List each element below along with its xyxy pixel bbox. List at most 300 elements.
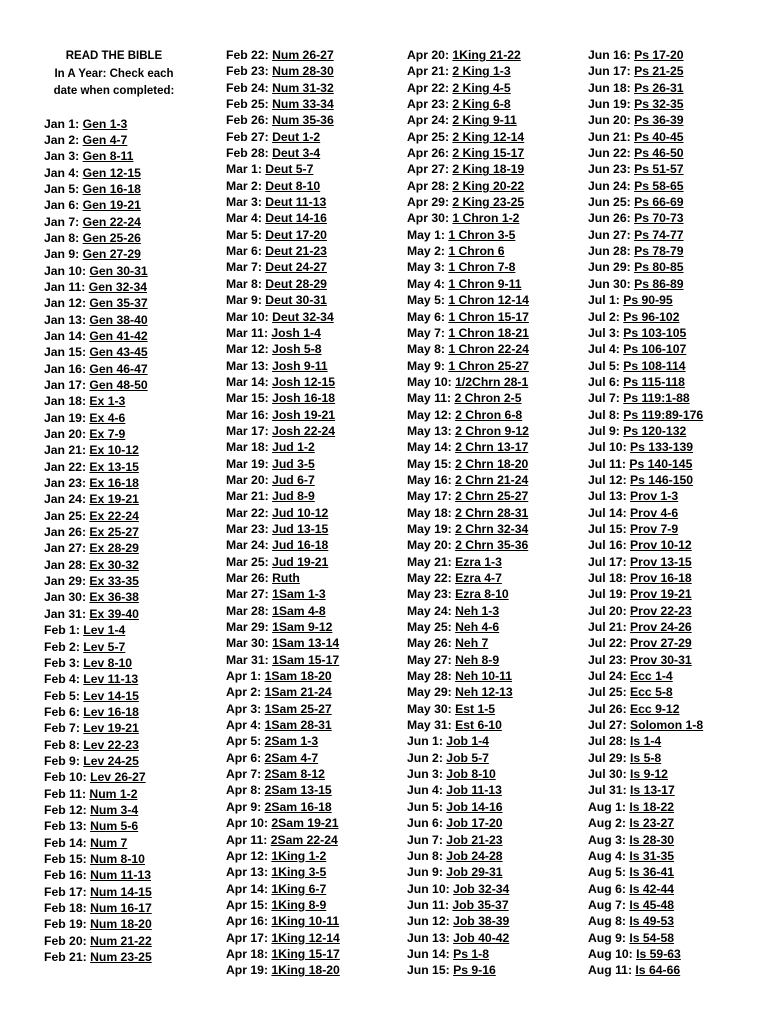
reading-entry: Jul 12: Ps 146-150 xyxy=(588,472,694,487)
entry-date: Mar 1 xyxy=(226,162,258,177)
entry-date: Jul 21 xyxy=(588,620,623,635)
entry-reading: Prov 4-6 xyxy=(630,505,679,520)
entry-reading: Ex 39-40 xyxy=(89,606,139,621)
entry-reading: Deut 21-23 xyxy=(265,244,327,259)
entry-reading: Jud 6-7 xyxy=(272,472,315,487)
entry-reading: Josh 5-8 xyxy=(272,342,322,357)
reading-entry: Mar 12: Josh 5-8 xyxy=(226,342,322,357)
entry-date: Mar 17 xyxy=(226,423,265,438)
reading-entry: Feb 12: Num 3-4 xyxy=(44,802,139,817)
reading-entry: Mar 26: Ruth xyxy=(226,571,300,585)
entry-date: Mar 4 xyxy=(226,211,258,226)
reading-entry: Feb 7: Lev 19-21 xyxy=(44,721,139,736)
reading-entry: Apr 13: 1King 3-5 xyxy=(226,865,327,880)
reading-entry: Jun 25: Ps 66-69 xyxy=(588,195,684,210)
entry-date: Feb 16 xyxy=(44,868,83,883)
entry-date: Aug 10 xyxy=(588,946,629,961)
reading-entry: Feb 25: Num 33-34 xyxy=(226,97,334,112)
entry-reading: Ps 96-102 xyxy=(623,309,680,324)
entry-date: Feb 11 xyxy=(44,786,82,801)
entry-date: Jun 18 xyxy=(588,80,627,95)
entry-reading: 1 Chron 25-27 xyxy=(448,358,529,373)
entry-reading: 1 Chron 15-17 xyxy=(448,309,529,324)
entry-date: Feb 7 xyxy=(44,721,76,736)
entry-date: Aug 5 xyxy=(588,865,622,880)
reading-entry: May 29: Neh 12-13 xyxy=(407,685,513,700)
entry-date: Mar 8 xyxy=(226,276,258,291)
reading-entry: May 11: 2 Chron 2-5 xyxy=(407,391,522,406)
entry-date: Jul 9 xyxy=(588,423,616,438)
reading-entry: Jan 1: Gen 1-3 xyxy=(44,116,128,131)
reading-entry: Jul 18: Prov 16-18 xyxy=(588,571,692,585)
reading-entry: Jan 12: Gen 35-37 xyxy=(44,296,148,311)
entry-date: Jan 17 xyxy=(44,378,82,392)
reading-entry: Jun 27: Ps 74-77 xyxy=(588,227,684,242)
entry-date: Jun 1 xyxy=(407,734,439,749)
entry-reading: 1 Chron 18-21 xyxy=(448,325,529,340)
entry-date: Feb 20 xyxy=(44,933,83,948)
entry-date: Feb 14 xyxy=(44,835,83,850)
entry-date: Jan 24 xyxy=(44,492,82,507)
column-2 xyxy=(226,47,398,979)
reading-entry: Jan 14: Gen 41-42 xyxy=(44,328,148,343)
entry-date: Jul 3 xyxy=(588,325,616,340)
entry-date: Feb 15 xyxy=(44,851,83,866)
reading-entry: Jan 31: Ex 39-40 xyxy=(44,606,139,621)
header-title: READ THE BIBLE xyxy=(65,50,163,62)
entry-reading: Neh 12-13 xyxy=(455,685,513,700)
entry-reading: Prov 22-23 xyxy=(630,603,692,618)
entry-reading: Gen 4-7 xyxy=(82,132,128,147)
entry-date: Jul 5 xyxy=(588,358,616,373)
entry-reading: Ps 115-118 xyxy=(623,374,685,389)
entry-reading: Neh 7 xyxy=(455,636,489,651)
reading-entry: Feb 8: Lev 22-23 xyxy=(44,737,139,752)
entry-date: Feb 13 xyxy=(44,819,83,834)
reading-entry: Aug 3: Is 28-30 xyxy=(588,832,675,847)
entry-date: Jun 17 xyxy=(588,64,627,79)
entry-date: Jun 25 xyxy=(588,195,627,210)
entry-reading: Is 59-63 xyxy=(636,946,681,961)
entry-date: Feb 19 xyxy=(44,917,83,932)
entry-reading: Is 5-8 xyxy=(630,750,662,765)
entry-reading: Job 21-23 xyxy=(446,832,503,847)
entry-reading: 1 Chron 3-5 xyxy=(448,227,516,242)
entry-reading: Gen 41-42 xyxy=(89,328,148,343)
entry-reading: Ecc 9-12 xyxy=(630,701,680,716)
entry-reading: 2 Chrn 32-34 xyxy=(455,521,529,536)
entry-date: May 17 xyxy=(407,489,448,504)
entry-date: Jun 7 xyxy=(407,832,439,847)
entry-date: Apr 29 xyxy=(407,195,445,210)
entry-reading: Num 31-32 xyxy=(272,80,334,95)
entry-date: Mar 2 xyxy=(226,178,258,193)
entry-date: Jul 26 xyxy=(588,701,623,716)
entry-date: Mar 12 xyxy=(226,342,265,357)
reading-entry: Jul 14: Prov 4-6 xyxy=(588,505,679,520)
reading-entry: May 28: Neh 10-11 xyxy=(407,669,513,684)
entry-reading: Ps 40-45 xyxy=(634,129,684,144)
reading-entry: May 25: Neh 4-6 xyxy=(407,620,500,635)
reading-entry: Jul 22: Prov 27-29 xyxy=(588,636,692,651)
entry-reading: Num 11-13 xyxy=(90,868,152,883)
entry-date: Apr 9 xyxy=(226,799,258,814)
reading-entry: Mar 19: Jud 3-5 xyxy=(226,456,315,471)
entry-reading: 2Sam 8-12 xyxy=(264,767,325,782)
reading-entry: Apr 2: 1Sam 21-24 xyxy=(226,685,332,700)
entry-date: Jun 21 xyxy=(588,129,627,144)
entry-reading: Jud 1-2 xyxy=(272,440,315,455)
reading-entry: May 3: 1 Chron 7-8 xyxy=(407,260,516,275)
entry-date: Jan 1 xyxy=(44,116,76,131)
reading-entry: Mar 2: Deut 8-10 xyxy=(226,178,321,193)
entry-date: May 9 xyxy=(407,358,441,373)
entry-date: Jan 4 xyxy=(44,165,76,180)
reading-entry: Feb 24: Num 31-32 xyxy=(226,80,334,95)
reading-entry: Jan 13: Gen 38-40 xyxy=(44,312,148,327)
entry-reading: Ex 19-21 xyxy=(89,492,139,507)
reading-entry: Apr 15: 1King 8-9 xyxy=(226,897,327,912)
entry-reading: Num 1-2 xyxy=(89,786,138,801)
reading-entry: Jul 24: Ecc 1-4 xyxy=(588,669,673,684)
reading-entry: Mar 30: 1Sam 13-14 xyxy=(226,636,340,651)
entry-reading: Jud 19-21 xyxy=(272,554,329,569)
entry-date: Jul 23 xyxy=(588,652,623,667)
entry-date: May 2 xyxy=(407,244,441,259)
reading-entry: Aug 1: Is 18-22 xyxy=(588,799,675,814)
entry-reading: 1Sam 13-14 xyxy=(272,636,340,651)
entry-date: Apr 3 xyxy=(226,701,258,716)
entry-date: Jul 8 xyxy=(588,407,616,422)
reading-entry: Jun 22: Ps 46-50 xyxy=(588,146,684,161)
reading-entry: Jul 2: Ps 96-102 xyxy=(588,309,680,324)
reading-entry: Jul 21: Prov 24-26 xyxy=(588,620,692,635)
entry-date: Jun 14 xyxy=(407,946,446,961)
entry-date: Jan 3 xyxy=(44,149,76,164)
entry-reading: Num 3-4 xyxy=(90,802,139,817)
reading-entry: Jan 24: Ex 19-21 xyxy=(44,492,139,507)
entry-reading: 2 King 1-3 xyxy=(452,64,511,79)
entry-date: Jan 14 xyxy=(44,328,82,343)
entry-date: Mar 21 xyxy=(226,489,265,504)
entry-date: Jan 16 xyxy=(44,361,82,376)
reading-entry: Jul 19: Prov 19-21 xyxy=(588,587,692,602)
reading-entry: Apr 11: 2Sam 22-24 xyxy=(226,832,338,847)
entry-date: Mar 31 xyxy=(226,652,265,667)
entry-reading: Gen 22-24 xyxy=(82,214,141,229)
entry-date: May 7 xyxy=(407,325,441,340)
reading-entry: May 4: 1 Chron 9-11 xyxy=(407,276,522,291)
entry-date: Mar 7 xyxy=(226,260,258,275)
entry-reading: Ex 4-6 xyxy=(89,410,126,425)
entry-reading: Gen 16-18 xyxy=(82,181,141,196)
entry-date: Apr 13 xyxy=(226,865,264,880)
entry-reading: Num 8-10 xyxy=(90,851,145,866)
entry-reading: Deut 1-2 xyxy=(272,129,321,144)
reading-entry: Jun 1: Job 1-4 xyxy=(407,734,489,749)
entry-reading: Ps 58-65 xyxy=(634,178,684,193)
reading-entry: Jan 29: Ex 33-35 xyxy=(44,574,139,589)
entry-date: Feb 27 xyxy=(226,129,265,144)
entry-reading: Prov 13-15 xyxy=(630,554,692,569)
entry-reading: Ex 16-18 xyxy=(89,476,139,491)
entry-reading: Deut 30-31 xyxy=(265,293,327,308)
entry-reading: Num 35-36 xyxy=(272,113,334,128)
entry-date: Mar 16 xyxy=(226,407,265,422)
reading-entry: Mar 14: Josh 12-15 xyxy=(226,374,336,389)
reading-entry: Mar 25: Jud 19-21 xyxy=(226,554,329,569)
reading-entry: Apr 5: 2Sam 1-3 xyxy=(226,734,319,749)
reading-entry: Aug 4: Is 31-35 xyxy=(588,848,675,863)
reading-entry: Jun 17: Ps 21-25 xyxy=(588,64,684,79)
entry-date: May 31 xyxy=(407,718,448,733)
reading-entry: Apr 10: 2Sam 19-21 xyxy=(226,816,339,831)
reading-entry: May 24: Neh 1-3 xyxy=(407,603,500,618)
entry-reading: Ecc 1-4 xyxy=(630,669,673,684)
entry-reading: 1 Chron 7-8 xyxy=(448,260,516,275)
entry-date: Feb 1 xyxy=(44,623,76,638)
entry-date: Apr 26 xyxy=(407,146,445,161)
entry-date: Jan 29 xyxy=(44,574,82,589)
entry-date: Apr 27 xyxy=(407,162,445,177)
entry-date: May 5 xyxy=(407,293,441,308)
entry-date: Jun 30 xyxy=(588,276,627,291)
reading-entry: Jun 5: Job 14-16 xyxy=(407,799,503,814)
reading-entry: Jul 3: Ps 103-105 xyxy=(588,325,687,340)
reading-entry: Mar 7: Deut 24-27 xyxy=(226,260,327,275)
entry-reading: Deut 8-10 xyxy=(265,178,321,193)
reading-entry: Jun 3: Job 8-10 xyxy=(407,767,496,782)
entry-date: Feb 23 xyxy=(226,64,265,79)
reading-entry: May 21: Ezra 1-3 xyxy=(407,554,502,569)
reading-entry: Jan 30: Ex 36-38 xyxy=(44,590,139,605)
entry-date: May 23 xyxy=(407,587,448,602)
reading-entry: Jun 19: Ps 32-35 xyxy=(588,97,684,112)
entry-date: Feb 9 xyxy=(44,753,76,768)
entry-reading: Gen 12-15 xyxy=(82,165,141,180)
entry-reading: Gen 43-45 xyxy=(89,345,148,360)
reading-entry: Jan 15: Gen 43-45 xyxy=(44,345,148,360)
entry-reading: Gen 35-37 xyxy=(89,296,148,311)
entry-reading: 2 King 18-19 xyxy=(452,162,525,177)
entry-date: Jun 16 xyxy=(588,48,627,62)
entry-reading: Deut 5-7 xyxy=(265,162,314,177)
entry-date: Jul 1 xyxy=(588,293,616,308)
entry-date: May 27 xyxy=(407,652,448,667)
entry-reading: 2 Chron 6-8 xyxy=(455,407,523,422)
entry-reading: Ps 26-31 xyxy=(634,80,684,95)
entry-date: Aug 3 xyxy=(588,832,622,847)
entry-date: Apr 17 xyxy=(226,930,264,945)
header-line-3: date when completed: xyxy=(53,85,175,97)
entry-date: May 26 xyxy=(407,636,448,651)
entry-date: May 16 xyxy=(407,472,448,487)
reading-entry: Feb 13: Num 5-6 xyxy=(44,819,139,834)
reading-entry: May 31: Est 6-10 xyxy=(407,718,502,733)
entry-reading: 1King 18-20 xyxy=(271,963,340,978)
entry-date: May 20 xyxy=(407,538,448,553)
entry-date: Feb 21 xyxy=(44,950,83,965)
entry-reading: Josh 19-21 xyxy=(272,407,336,422)
entry-date: Jun 3 xyxy=(407,767,439,782)
entry-reading: Ps 108-114 xyxy=(623,358,686,373)
entry-date: Feb 28 xyxy=(226,146,265,161)
entry-reading: Num 33-34 xyxy=(272,97,334,112)
reading-entry: Feb 28: Deut 3-4 xyxy=(226,146,321,161)
entry-date: Jan 12 xyxy=(44,296,82,311)
reading-entry: Jun 2: Job 5-7 xyxy=(407,750,489,765)
reading-entry: Mar 15: Josh 16-18 xyxy=(226,391,336,406)
entry-date: Mar 11 xyxy=(226,325,264,340)
reading-entry: May 23: Ezra 8-10 xyxy=(407,587,509,602)
reading-entry: Apr 29: 2 King 23-25 xyxy=(407,195,525,210)
reading-entry: May 27: Neh 8-9 xyxy=(407,652,500,667)
entry-date: Jun 13 xyxy=(407,930,446,945)
entry-reading: Est 1-5 xyxy=(455,701,496,716)
entry-date: Feb 6 xyxy=(44,704,76,719)
reading-entry: May 18: 2 Chrn 28-31 xyxy=(407,505,529,520)
reading-entry: Feb 10: Lev 26-27 xyxy=(44,770,146,785)
entry-date: Jan 5 xyxy=(44,181,76,196)
reading-entry: Jan 5: Gen 16-18 xyxy=(44,181,141,196)
reading-entry: Apr 27: 2 King 18-19 xyxy=(407,162,525,177)
column-3 xyxy=(407,47,585,979)
entry-reading: 1 Chron 1-2 xyxy=(452,211,520,226)
entry-reading: 1King 15-17 xyxy=(271,946,340,961)
entry-reading: Deut 3-4 xyxy=(272,146,321,161)
entry-reading: Job 29-31 xyxy=(446,865,503,880)
entry-reading: Job 14-16 xyxy=(446,799,503,814)
reading-entry: Jun 30: Ps 86-89 xyxy=(588,276,684,291)
entry-reading: 1Sam 25-27 xyxy=(264,701,332,716)
entry-reading: 2 Chrn 25-27 xyxy=(455,489,529,504)
entry-date: Jun 5 xyxy=(407,799,439,814)
entry-date: Jul 18 xyxy=(588,571,623,585)
entry-date: Jan 27 xyxy=(44,541,82,556)
entry-date: Jun 2 xyxy=(407,750,439,765)
reading-entry: Apr 12: 1King 1-2 xyxy=(226,848,327,863)
entry-date: May 18 xyxy=(407,505,448,520)
reading-entry: Jun 11: Job 35-37 xyxy=(407,897,509,912)
entry-date: Jun 8 xyxy=(407,848,439,863)
entry-date: Jun 4 xyxy=(407,783,439,798)
reading-entry: Jan 9: Gen 27-29 xyxy=(44,247,141,262)
entry-date: Mar 10 xyxy=(226,309,265,324)
entry-date: Feb 10 xyxy=(44,770,83,785)
reading-entry: Jul 9: Ps 120-132 xyxy=(588,423,687,438)
entry-date: Mar 15 xyxy=(226,391,265,406)
reading-entry: Jun 10: Job 32-34 xyxy=(407,881,510,896)
entry-reading: Lev 26-27 xyxy=(90,770,146,785)
entry-reading: Est 6-10 xyxy=(455,718,502,733)
entry-reading: Is 23-27 xyxy=(629,816,675,831)
reading-entry: Feb 4: Lev 11-13 xyxy=(44,672,139,687)
entry-reading: Josh 9-11 xyxy=(272,358,328,373)
reading-entry: Apr 1: 1Sam 18-20 xyxy=(226,669,332,684)
reading-list xyxy=(226,47,398,979)
entry-date: Jul 30 xyxy=(588,767,623,782)
reading-entry: Jan 4: Gen 12-15 xyxy=(44,165,141,180)
entry-reading: 1 Chron 22-24 xyxy=(448,342,529,357)
entry-reading: 1Sam 9-12 xyxy=(272,620,333,635)
reading-entry: May 10: 1/2Chrn 28-1 xyxy=(407,374,529,389)
entry-reading: Ex 1-3 xyxy=(89,394,126,409)
entry-date: May 21 xyxy=(407,554,448,569)
reading-entry: Jun 28: Ps 78-79 xyxy=(588,244,684,259)
entry-reading: Ps 36-39 xyxy=(634,113,684,128)
reading-entry: Apr 24: 2 King 9-11 xyxy=(407,113,517,128)
entry-reading: Ex 22-24 xyxy=(89,508,139,523)
entry-reading: Job 35-37 xyxy=(452,897,509,912)
entry-reading: Gen 27-29 xyxy=(82,247,141,262)
entry-date: Mar 25 xyxy=(226,554,265,569)
header-line-2: In A Year: Check each xyxy=(54,67,174,80)
reading-entry: Aug 9: Is 54-58 xyxy=(588,930,675,945)
entry-reading: Ps 106-107 xyxy=(623,342,687,357)
entry-date: Jan 19 xyxy=(44,410,82,425)
reading-entry: Jan 20: Ex 7-9 xyxy=(44,427,126,442)
entry-reading: Prov 16-18 xyxy=(630,571,692,585)
entry-reading: Ps 120-132 xyxy=(623,423,687,438)
reading-entry: Feb 6: Lev 16-18 xyxy=(44,704,139,719)
entry-date: Mar 3 xyxy=(226,195,258,210)
reading-entry: May 13: 2 Chron 9-12 xyxy=(407,423,529,438)
entry-date: Jun 24 xyxy=(588,178,627,193)
entry-reading: Ps 119:1-88 xyxy=(623,391,690,406)
entry-reading: Ps 80-85 xyxy=(634,260,684,275)
entry-reading: Is 45-48 xyxy=(629,897,675,912)
entry-reading: Lev 16-18 xyxy=(83,704,139,719)
entry-reading: Ps 74-77 xyxy=(634,227,684,242)
entry-reading: Lev 5-7 xyxy=(83,639,126,654)
entry-date: Jan 15 xyxy=(44,345,82,360)
entry-reading: Prov 24-26 xyxy=(630,620,692,635)
reading-entry: Apr 30: 1 Chron 1-2 xyxy=(407,211,520,226)
reading-entry: Jan 8: Gen 25-26 xyxy=(44,230,141,245)
reading-entry: Jul 11: Ps 140-145 xyxy=(588,456,693,471)
reading-entry: Apr 25: 2 King 12-14 xyxy=(407,129,525,144)
entry-date: Apr 15 xyxy=(226,897,264,912)
entry-date: Aug 1 xyxy=(588,799,622,814)
entry-date: Mar 20 xyxy=(226,472,265,487)
entry-date: Apr 5 xyxy=(226,734,258,749)
entry-date: Jul 22 xyxy=(588,636,623,651)
entry-date: Jul 7 xyxy=(588,391,616,406)
entry-date: Feb 25 xyxy=(226,97,265,112)
reading-entry: Feb 11: Num 1-2 xyxy=(44,786,138,801)
reading-entry: May 7: 1 Chron 18-21 xyxy=(407,325,529,340)
reading-entry: May 14: 2 Chrn 13-17 xyxy=(407,440,529,455)
reading-entry: Feb 22: Num 26-27 xyxy=(226,48,334,62)
entry-reading: Ps 21-25 xyxy=(634,64,684,79)
entry-date: Apr 19 xyxy=(226,963,264,978)
reading-entry: Jun 13: Job 40-42 xyxy=(407,930,510,945)
entry-date: Jan 28 xyxy=(44,557,82,572)
reading-entry: Mar 1: Deut 5-7 xyxy=(226,162,314,177)
reading-entry: Apr 26: 2 King 15-17 xyxy=(407,146,525,161)
reading-entry: Apr 19: 1King 18-20 xyxy=(226,963,340,978)
entry-reading: Num 26-27 xyxy=(272,48,334,62)
entry-date: Jun 23 xyxy=(588,162,627,177)
entry-reading: Lev 14-15 xyxy=(83,688,139,703)
reading-entry: Apr 9: 2Sam 16-18 xyxy=(226,799,332,814)
entry-date: Jan 10 xyxy=(44,263,82,278)
entry-reading: 1Sam 4-8 xyxy=(272,603,326,618)
reading-entry: Jul 16: Prov 10-12 xyxy=(588,538,692,553)
reading-entry: May 12: 2 Chron 6-8 xyxy=(407,407,523,422)
entry-date: Mar 14 xyxy=(226,374,265,389)
entry-reading: Josh 1-4 xyxy=(271,325,321,340)
